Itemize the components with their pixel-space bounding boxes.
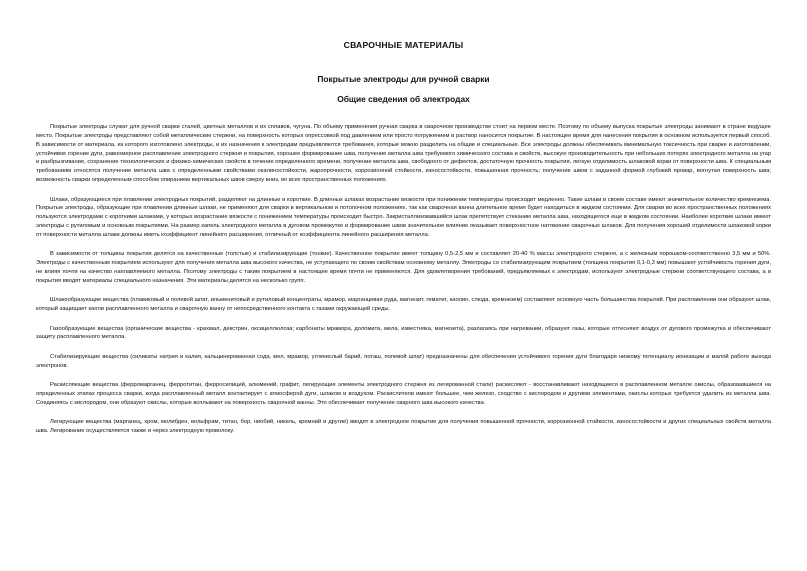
paragraph-deoxidizing-substances: Раскисляющие вещества (ферромарганец, ферротитан, ферросилиций, алюминий, графит, легирующие элементы электродного стержня из легированной стали) раскисляют - восстанавливают находящиеся в расплавленном металле окислы, образовавшиеся на определенных этапах процесса сварки, когда расплавленный металл контактирует с атмосферой дуги, шлаком и воздухом. Раскислители имеют большее, чем железо, сходство с кислородом и другими элементами, окислы которых требуется удалить из металла шва. Соединяясь с кислородом, они образуют окислы, которые всплывают на поверхность сварочной ванны. Это обеспечивает получение сварного шва высокого качества.	[36, 382, 771, 406]
body-text	[36, 123, 771, 436]
paragraph-gas-forming-substances: Газообразующие вещества (органические вещества - крахмал, декстрин, оксицеллюлоза; карбонаты мрамора, доломита, мела, известняка, магнезита), разлагаясь при нагревании, образуют газы, которые оттесняют воздух от дугового промежутка и обеспечивают защиту расплавленного металла.	[36, 325, 771, 341]
paragraph-stabilizing-substances: Стабилизирующие вещества (силикаты натрия и калия, кальцинированная сода, мел, мрамор, углекислый барий, поташ, полевой шпат) предназначены для обеспечения устойчивого горения дуги благодаря низкому потенциалу ионизации и малой работе выхода электронов.	[36, 353, 771, 369]
paragraph-alloying-substances: Легирующие вещества (марганец, хром, молибден, вольфрам, титан, бор, ниобий, никель, кремний и другие) вводят в электродное покрытие для получения повышенной прочности, коррозионной стойкости, износостойкости и других специальных свойств металла шва. Легирование осуществляется также и через электродную проволоку.	[36, 419, 771, 435]
paragraph-slags: Шлаки, образующиеся при плавлении электродных покрытий, разделяют на длинные и короткие. В длинных шлаках возрастание вязкости при понижении температуры происходит медленно. Такие шлаки в своем составе имеют значительное количество кремнезема. Покрытые электроды, образующие при плавлении длинные шлаки, не применяют для сварки в вертикальном и потолочном положениях, так как сварочная ванна длительное время будет находиться в жидком состоянии. Для сварки во всех пространственных положениях пользуются электродами с короткими шлаками, у которых возрастание вязкости с понижением температуры происходит быстро. Закристаллизовавшийся шлак препятствует стеканию металла шва, находящегося еще в жидком состоянии. Наиболее короткие шлаки имеют электроды с рутиловым и основным покрытиями. На размер капель электродного металла в дуговом промежутке и формирование швов значительное влияние оказывает поверхностное натяжение сварочных шлаков. Для получения хорошей отделимости шлаковой корки от поверхности металла шлаки должны иметь коэффициент линейного расширения, отличный от коэффициента линейного расширения металла.	[36, 196, 771, 238]
section-heading: Общие сведения об электродах	[337, 94, 470, 104]
document-page	[36, 40, 771, 447]
document-title: СВАРОЧНЫЕ МАТЕРИАЛЫ	[343, 40, 464, 50]
document-subtitle: Покрытые электроды для ручной сварки	[317, 74, 490, 84]
paragraph-slag-forming-substances: Шлакообразующие вещества (плавиковый и полевой шпат, ильменитовый и рутиловый концентраты, мрамор, марганцевая руда, магнезит, гематит, каолин, слюда, кремнезем) составляют основную часть большинства покрытий. При расплавлении они образуют шлак, который защищает капли расплавленного металла и сварочную ванну от непосредственного контакта с газами окружающей среды.	[36, 297, 771, 313]
paragraph-coated-electrodes: Покрытые электроды служат для ручной сварки сталей, цветных металлов и их сплавов, чугуна. По объему применения ручная сварка в сварочном производстве стоит на первом месте. Поэтому по объему выпуска покрытые электроды занимают в стране ведущее место. Покрытые электроды представляют собой металлические стержни, на поверхность которых опрессовкой под давлением или просто погружением в раствор наносится покрытие. В настоящее время для нанесения покрытия в основном используется первый способ. В зависимости от материала, из которого изготовлено электроды, и их назначения к электродам предъявляются требования, которые можно разделить на общие и специальные. Все электроды должны обеспечивать минимальную токсичность при сварке и изготовлении, устойчивое горение дуги, равномерное расплавление электродного стержня и покрытия, хорошее формирование шва, получение металла шва требуемого химического состава и свойств, высокую производительность при небольших потерях электродного металла на угар и разбрызгивание, сохранение технологических и физико-химических свойств в течение определенного времени, получение металла шва, свободного от дефектов, достаточную прочность покрытия, легкую отделимость шлаковой корки от поверхности шва. К специальным требованиям относятся получение металла шва с определенными свойствами окалиностойкости, жаропрочности, коррозионной стойкости, износостойкости, повышенная прочность; получение швов с заданной формой глубокий провар, вогнутая поверхность шва; возможность сварки определенным способом опиранием вертикальных швов сверху вниз, во всех пространственных положениях.	[36, 124, 771, 184]
paragraph-coating-thickness: В зависимости от толщины покрытия делятся на качественные (толстые) и стабилизирующие (тонкие). Качественное покрытие имеет толщину 0,5-2,5 мм и составляет 20-40 % массы электродного стержня, а с железным порошком-соответственно 3,5 мм и 50%. Электроды с качественным покрытием используют для получения металла шва высокого качества, не уступающего по своим свойствам основному металлу. Электроды со стабилизирующим покрытием (толщина покрытия 0,1-0,3 мм) повышают устойчивость горения дуги, не влияя почти на качество наплавляемого металла. Поэтому электроды с таким покрытием в настоящее время почти не применяются. Для удовлетворения требований, предъявляемых к электродам, используют электродные стержни соответствующего состава, а в покрытия вводят материалы специального назначения. Эти материалы делятся на несколько групп.	[36, 251, 771, 284]
